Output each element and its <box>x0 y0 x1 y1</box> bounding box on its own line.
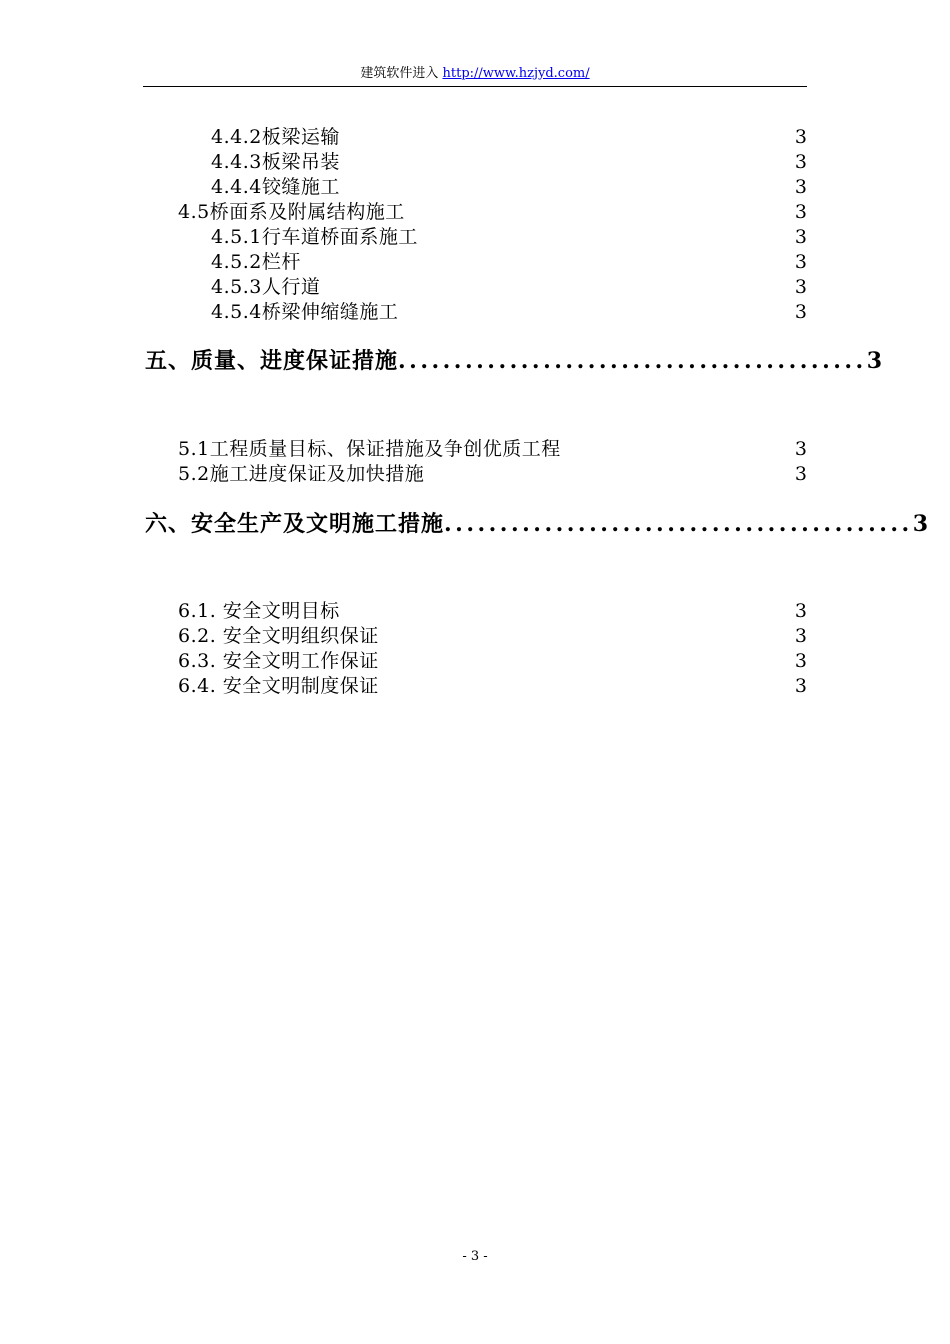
chapter-5-page: 3 <box>866 348 883 374</box>
chapter-6-leader: .......................................... <box>444 511 913 537</box>
chapter-6-title: 六、安全生产及文明施工措施 <box>145 511 445 537</box>
toc-page-6-3: 3 <box>794 650 807 672</box>
chapter-6-page: 3 <box>912 511 929 537</box>
toc-entry-4-5-4[interactable]: 4.5.4桥梁伸缩缝施工 <box>211 301 399 323</box>
toc-entry-6-3[interactable]: 6.3. 安全文明工作保证 <box>178 650 379 672</box>
toc-page-4-5: 3 <box>794 201 807 223</box>
header-link[interactable]: http://www.hzjyd.com/ <box>442 66 590 81</box>
toc-page-6-4: 3 <box>794 675 807 697</box>
toc-page-5-1: 3 <box>794 438 807 460</box>
toc-entry-5-2[interactable]: 5.2施工进度保证及加快措施 <box>178 463 425 485</box>
toc-entry-5-1[interactable]: 5.1工程质量目标、保证措施及争创优质工程 <box>178 438 561 460</box>
toc-page-5-2: 3 <box>794 463 807 485</box>
toc-page-4-4-4: 3 <box>794 176 807 198</box>
toc-page-4-5-1: 3 <box>794 226 807 248</box>
toc-page-4-5-2: 3 <box>794 251 807 273</box>
toc-page-6-1: 3 <box>794 600 807 622</box>
toc-entry-4-5-2[interactable]: 4.5.2栏杆 <box>211 251 301 273</box>
toc-page-6-2: 3 <box>794 625 807 647</box>
toc-entry-4-4-4[interactable]: 4.4.4铰缝施工 <box>211 176 340 198</box>
header-prefix: 建筑软件进入 <box>360 66 443 81</box>
toc-entry-4-5-3[interactable]: 4.5.3人行道 <box>211 276 321 298</box>
toc-entry-4-5-1[interactable]: 4.5.1行车道桥面系施工 <box>211 226 418 248</box>
page-header <box>143 64 807 87</box>
toc-chapter-5[interactable] <box>145 346 883 376</box>
toc-entry-4-4-3[interactable]: 4.4.3板梁吊装 <box>211 151 340 173</box>
toc-entry-4-4-2[interactable]: 4.4.2板梁运输 <box>211 126 340 148</box>
toc-page-4-5-3: 3 <box>794 276 807 298</box>
toc-entry-4-5[interactable]: 4.5桥面系及附属结构施工 <box>178 201 405 223</box>
toc-chapter-6[interactable] <box>145 509 929 539</box>
toc-entry-6-2[interactable]: 6.2. 安全文明组织保证 <box>178 625 379 647</box>
chapter-5-title: 五、质量、进度保证措施 <box>145 348 399 374</box>
toc-entry-6-4[interactable]: 6.4. 安全文明制度保证 <box>178 675 379 697</box>
toc-entry-6-1[interactable]: 6.1. 安全文明目标 <box>178 600 340 622</box>
chapter-5-leader: .......................................... <box>398 348 867 374</box>
toc-page-4-4-3: 3 <box>794 151 807 173</box>
toc-page-4-4-2: 3 <box>794 126 807 148</box>
page-number: - 3 - <box>462 1249 488 1264</box>
toc-page-4-5-4: 3 <box>794 301 807 323</box>
